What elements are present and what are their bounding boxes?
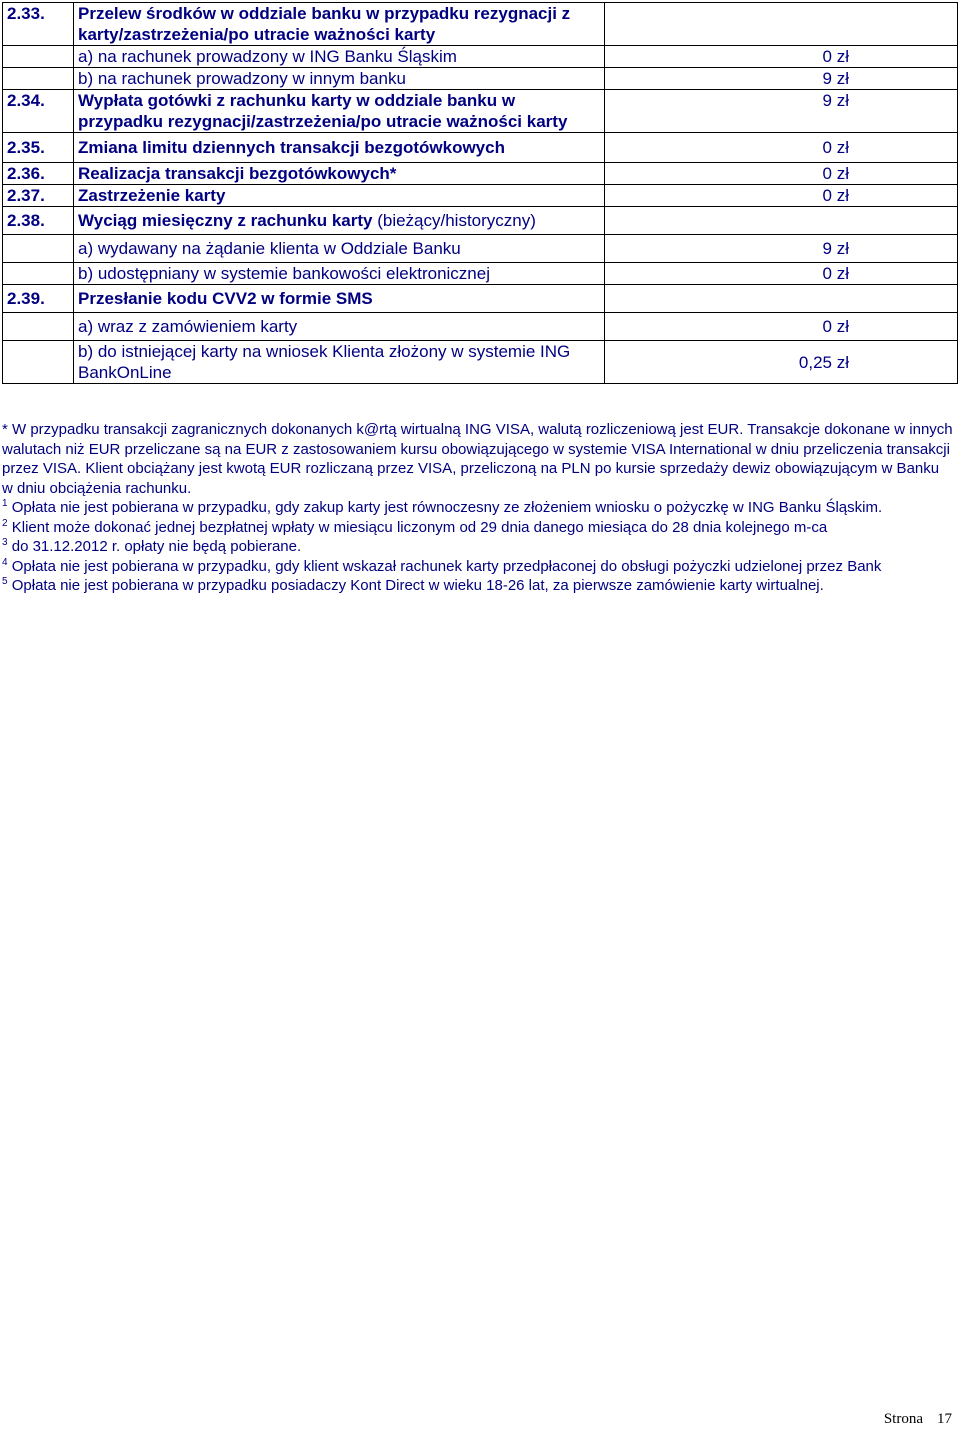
item-description: b) udostępniany w systemie bankowości elektronicznej xyxy=(74,263,605,285)
item-number: 2.35. xyxy=(3,133,74,163)
item-price: 9 zł xyxy=(605,90,958,133)
item-number xyxy=(3,235,74,263)
table-row xyxy=(3,185,958,207)
page-label: Strona xyxy=(883,1411,923,1427)
footnote-text: Opłata nie jest pobierana w przypadku posiadaczy Kont Direct w wieku 18-26 lat, za pierwsze zamówienie karty wirtualnej. xyxy=(7,577,824,594)
footnote-star: * W przypadku transakcji zagranicznych dokonanych k@rtą wirtualną ING VISA, walutą rozliczeniową jest EUR. Transakcje dokonane w innych walutach niż EUR przeliczane są na EUR z zastosowaniem kursu obowiązującego w systemie VISA International w dniu przeliczenia transakcji przez VISA. Klient obciążany jest kwotą EUR rozliczaną przez VISA, przeliczoną na PLN po kursie sprzedaży dewiz obowiązującym w Banku w dniu obciążenia rachunku. xyxy=(2,421,953,497)
item-description-bold: Wyciąg miesięczny z rachunku karty xyxy=(78,211,373,230)
footnote-text: Klient może dokonać jednej bezpłatnej wpłaty w miesiącu liczonym od 29 dnia danego miesiąca do 28 dnia kolejnego m-ca xyxy=(7,518,828,536)
footnote-text: Opłata nie jest pobierana w przypadku, gdy zakup karty jest równoczesny ze złożeniem wniosku o pożyczkę w ING Banku Śląskim. xyxy=(7,499,883,516)
item-price: 9 zł xyxy=(605,235,958,263)
item-number xyxy=(3,68,74,90)
item-price: 0 zł xyxy=(605,185,958,207)
footnote-mark: 4 xyxy=(2,556,8,568)
footnote-5 xyxy=(2,576,954,596)
item-description: Zmiana limitu dziennych transakcji bezgotówkowych xyxy=(74,133,605,163)
table-row xyxy=(3,163,958,185)
item-number: 2.33. xyxy=(3,3,74,46)
page-footer xyxy=(884,1411,952,1428)
item-description: a) wraz z zamówieniem karty xyxy=(74,313,605,341)
footnote-mark: 1 xyxy=(2,498,8,509)
item-number: 2.39. xyxy=(3,285,74,313)
item-price: 0 zł xyxy=(605,313,958,341)
item-description: a) na rachunek prowadzony w ING Banku Śląskim xyxy=(74,46,605,68)
footnote-mark: 3 xyxy=(2,537,8,548)
table-row xyxy=(3,235,958,263)
item-number xyxy=(3,46,74,68)
item-price xyxy=(605,207,958,235)
table-row xyxy=(3,68,958,90)
footnote-mark: 5 xyxy=(2,576,8,587)
table-row xyxy=(3,90,958,133)
item-description: Realizacja transakcji bezgotówkowych* xyxy=(74,163,605,185)
item-description: Przelew środków w oddziale banku w przypadku rezygnacji z karty/zastrzeżenia/po utracie ważności karty xyxy=(74,3,605,46)
item-number xyxy=(3,341,74,384)
item-price: 0 zł xyxy=(605,163,958,185)
item-description: Przesłanie kodu CVV2 w formie SMS xyxy=(74,285,605,313)
item-price: 0 zł xyxy=(605,133,958,163)
item-price: 0 zł xyxy=(605,263,958,285)
item-description: b) na rachunek prowadzony w innym banku xyxy=(74,68,605,90)
item-number: 2.36. xyxy=(3,163,74,185)
item-description: b) do istniejącej karty na wniosek Klienta złożony w systemie ING BankOnLine xyxy=(74,341,605,384)
item-description: Wypłata gotówki z rachunku karty w oddziale banku w przypadku rezygnacji/zastrzeżenia/po utracie ważności karty xyxy=(74,90,605,133)
item-number: 2.38. xyxy=(3,207,74,235)
footnote-text: do 31.12.2012 r. opłaty nie będą pobierane. xyxy=(7,538,302,555)
footnote-1 xyxy=(2,498,954,518)
table-row xyxy=(3,313,958,341)
table-row xyxy=(3,3,958,46)
table-row xyxy=(3,285,958,313)
table-row xyxy=(3,133,958,163)
table-row xyxy=(3,207,958,235)
footnote-2 xyxy=(2,518,954,538)
item-description: Zastrzeżenie karty xyxy=(74,185,605,207)
item-price xyxy=(605,3,958,46)
item-description: a) wydawany na żądanie klienta w Oddziale Banku xyxy=(74,235,605,263)
footnote-4 xyxy=(2,557,954,577)
item-price xyxy=(605,285,958,313)
item-number: 2.34. xyxy=(3,90,74,133)
footnote-3 xyxy=(2,537,954,557)
footnote-text: Opłata nie jest pobierana w przypadku, gdy klient wskazał rachunek karty przedpłaconej do obsługi pożyczki udzielonej przez Bank xyxy=(7,557,882,575)
table-row xyxy=(3,263,958,285)
footnote-mark: 2 xyxy=(2,517,8,529)
item-number: 2.37. xyxy=(3,185,74,207)
item-price: 0,25 zł xyxy=(605,341,958,384)
table-row xyxy=(3,46,958,68)
item-price: 9 zł xyxy=(605,68,958,90)
item-number xyxy=(3,313,74,341)
table-row xyxy=(3,341,958,384)
page-number: 17 xyxy=(937,1411,952,1427)
item-price: 0 zł xyxy=(605,46,958,68)
fee-table xyxy=(2,2,958,384)
item-description-rest: (bieżący/historyczny) xyxy=(372,211,536,230)
item-description xyxy=(74,207,605,235)
footnotes xyxy=(2,420,954,596)
item-number xyxy=(3,263,74,285)
